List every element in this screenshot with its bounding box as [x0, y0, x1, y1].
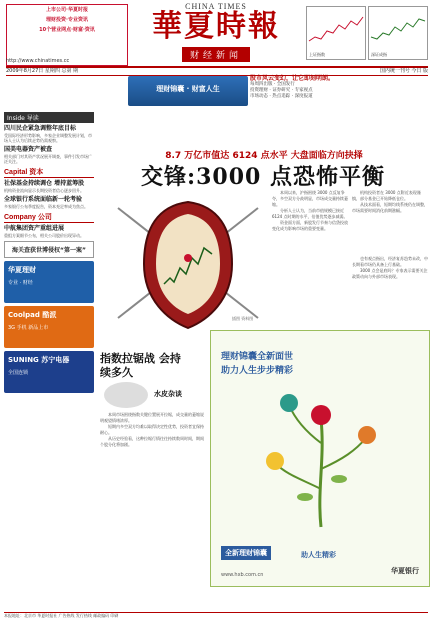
- inside-header: Inside 导读: [4, 112, 94, 123]
- article-paragraph: 资金面方面，新股发行节奏与信贷投放变化成为影响市场的重要变量。: [272, 220, 348, 231]
- ad-url[interactable]: www.hxb.com.cn: [221, 572, 264, 578]
- article-headline[interactable]: 交锋:3000 点恐怖平衡: [140, 164, 385, 190]
- company-section-head: Company 公司: [4, 212, 94, 223]
- left-item-body: 重组方案细节公布，相关公司股价出现异动。: [4, 233, 84, 238]
- mini-chart-1: [306, 6, 366, 60]
- dateline: [6, 66, 428, 76]
- secondary-paragraph: 短期内多空双方均难以取得决定性优势，投资者宜保持耐心。: [100, 424, 204, 435]
- article-paragraph: 也有观点指出，经济复苏趋势未改，中长期看市场仍具备上行基础。: [352, 256, 428, 267]
- top-ad-line: 理财投资·专业资讯: [46, 17, 88, 23]
- left-item-title[interactable]: 全球银行系统面临新一轮考验: [4, 196, 83, 203]
- top-left-ad[interactable]: [6, 4, 128, 66]
- masthead-english: CHINA TIMES: [185, 2, 247, 11]
- article-col-2: [352, 190, 428, 250]
- left-ad-title: SUNING 苏宁电器: [8, 356, 70, 364]
- capital-section-head: Capital 资本: [4, 167, 94, 178]
- article-paragraph: 机构投资者在 3000 点附近表现谨慎，部分基金已开始降低仓位。: [352, 190, 421, 201]
- bank-logo: 华夏银行: [391, 567, 419, 575]
- left-item-body: 多家银行公布季度报告，资本充足率成为焦点。: [4, 204, 88, 209]
- left-ad-title: Coolpad 酷派: [8, 311, 57, 319]
- top-ad-line: 10个营业网点·财富·资讯: [39, 27, 95, 33]
- banner-ad-text: 理财锦囊 · 财富人生: [156, 85, 220, 93]
- dateline-right: 国内统一刊号 今日 版: [379, 68, 428, 74]
- article-col-1: [272, 190, 348, 340]
- article-paragraph: 分析人士认为，当前市值规模已接近 6124 点时期的水平，估值优势逐步减弱。: [272, 208, 348, 219]
- right-info-head: 股市风云变幻，让它即刻明朗。: [250, 75, 335, 82]
- columnist-portrait: [104, 382, 148, 408]
- secondary-text: [100, 412, 206, 608]
- left-item-title[interactable]: 社保基金持续调仓 增持蓝筹股: [4, 180, 85, 187]
- site-url[interactable]: http://www.chinatimes.cc: [6, 58, 70, 64]
- left-ad-sub: 3G 手机 新品上市: [8, 325, 49, 331]
- right-info-line: 市场动态 · 热点追踪 · 深度报道: [250, 94, 313, 99]
- left-ad-sub: 专业 · 财经: [8, 280, 33, 286]
- right-info-line: 每周四出版 · 全国发行: [250, 82, 295, 87]
- banner-ad[interactable]: [128, 76, 248, 106]
- masthead: [128, 2, 304, 62]
- right-info-box: [250, 76, 428, 106]
- ad-slogan: 助人生精彩: [301, 551, 336, 559]
- top-ad-line: 上市公司·华夏时报: [46, 7, 88, 13]
- secondary-paragraph: 本周市场围绕指数关键位置展开拉锯，成交量的萎缩说明观望情绪浓厚。: [100, 412, 204, 423]
- ad-slogan-button[interactable]: 全新理财锦囊: [221, 546, 271, 560]
- masthead-section: 财经新闻: [182, 47, 250, 62]
- article-col-3: [352, 256, 428, 326]
- growth-tree-icon: [251, 379, 391, 529]
- ad-title-2: 助力人生步步精彩: [221, 366, 294, 376]
- left-item-body: 受国际经济形势影响，多家企业调整发展计划，市场人士认为后续走势仍需观察。: [4, 133, 92, 143]
- left-item-title[interactable]: 四川民企紧急调整年底目标: [4, 125, 77, 132]
- left-ad-title: 华夏理财: [8, 266, 36, 274]
- dateline-left: 2009年8月27日 星期四 总第 期: [6, 68, 79, 74]
- mini-chart-2: [368, 6, 428, 60]
- highlight-box[interactable]: 海关查获世博侵权“第一案”: [4, 241, 94, 258]
- bank-advertisement[interactable]: [210, 330, 430, 587]
- ad-title-1: 理财锦囊全新面世: [221, 352, 294, 362]
- article-paragraph: 3000 点会是底吗？专家表示需要关注政策动向与外部市场表现。: [352, 268, 428, 279]
- left-item-title[interactable]: 国美电器资产被查: [4, 146, 53, 153]
- left-item-body: 相关部门对其资产状况展开调查，事件引发市场广泛关注。: [4, 154, 92, 164]
- left-ad-sub: 全国连锁: [8, 370, 29, 376]
- secondary-headline[interactable]: 指数拉锯战 会持续多久: [100, 352, 181, 379]
- left-ad-1[interactable]: [4, 261, 94, 303]
- masthead-title: 華夏時報: [152, 9, 280, 44]
- top-charts: [306, 4, 428, 64]
- left-item-title[interactable]: 中航集团资产重组进展: [4, 225, 65, 232]
- left-item-body: 机构资金流向显示长期投资者信心逐步回升。: [4, 188, 84, 193]
- left-column: [4, 112, 94, 617]
- left-ad-3[interactable]: [4, 351, 94, 393]
- columnist-name: 水皮杂谈: [154, 390, 182, 398]
- mini-chart-label: 上证指数: [309, 52, 325, 57]
- mini-chart-line-1: [307, 7, 365, 51]
- article-kicker: 8.7 万亿市值达 6124 点水平 大盘面临方向抉择: [165, 151, 363, 161]
- page-footer: 本报地址：北京市 华夏时报社 广告热线 发行热线 邮政编码 印刷: [4, 612, 428, 619]
- left-ad-2[interactable]: [4, 306, 94, 348]
- article-paragraph: 本周以来，沪指围绕 3000 点反复争夺，多空双方分歧明显，市场成交量持续萎缩。: [272, 190, 348, 207]
- article-paragraph: 从技术面看，短期均线系统仍在调整，市场需要时间消化前期涨幅。: [352, 202, 428, 213]
- right-info-line: 投资理财 · 证券研究 · 专家视点: [250, 88, 313, 93]
- mini-chart-label: 深证成指: [371, 52, 387, 57]
- mini-chart-line-2: [369, 7, 427, 51]
- secondary-paragraph: 从历史经验看，这种拉锯行情往往持续数周时间，期间个股分化将加剧。: [100, 436, 204, 447]
- illustration-caption: 插图 资料图: [232, 316, 254, 321]
